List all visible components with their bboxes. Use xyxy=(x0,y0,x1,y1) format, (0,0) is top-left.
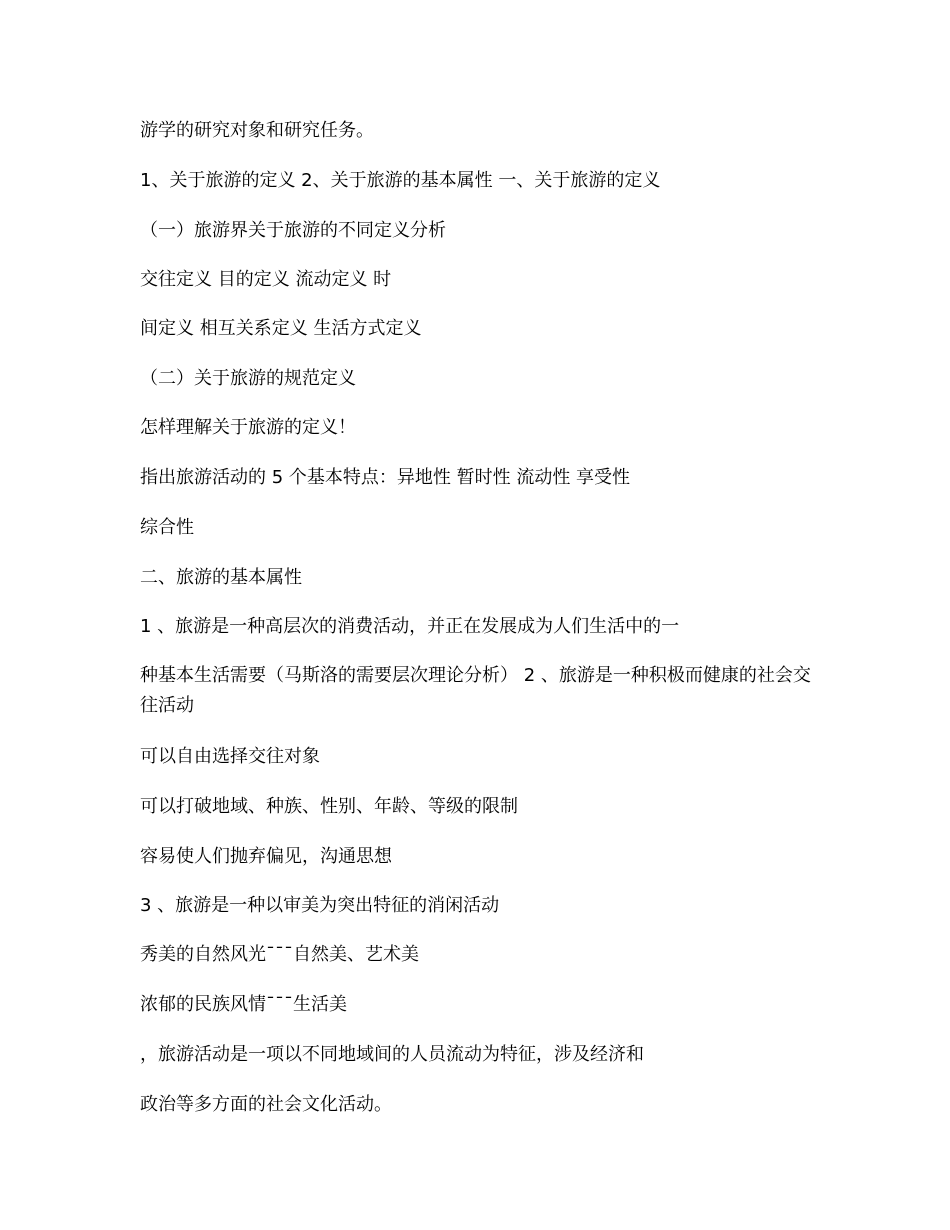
text-line: 游学的研究对象和研究任务。 xyxy=(140,120,374,141)
text-line: 1、关于旅游的定义 2、关于旅游的基本属性 一、关于旅游的定义 xyxy=(140,170,661,191)
text-line: 怎样理解关于旅游的定义！ xyxy=(140,417,356,438)
text-line: 间定义 相互关系定义 生活方式定义 xyxy=(140,318,422,339)
text-line: 交往定义 目的定义 流动定义 时 xyxy=(140,269,392,290)
text-line: 指出旅游活动的 5 个基本特点：异地性 暂时性 流动性 享受性 xyxy=(140,467,631,488)
text-line: 3 、旅游是一种以审美为突出特征的消闲活动 xyxy=(140,895,500,916)
text-line: 政治等多方面的社会文化活动。 xyxy=(140,1094,392,1115)
section-heading: （二）关于旅游的规范定义 xyxy=(140,368,356,389)
section-heading: （一）旅游界关于旅游的不同定义分析 xyxy=(140,220,446,241)
text-line: 可以自由选择交往对象 xyxy=(140,746,320,767)
text-line: ，旅游活动是一项以不同地域间的人员流动为特征，涉及经济和 xyxy=(140,1044,644,1065)
text-paragraph: 种基本生活需要（马斯洛的需要层次理论分析） 2 、旅游是一种积极而健康的社会交往活动 xyxy=(140,665,811,716)
text-line: 容易使人们抛弃偏见，沟通思想 xyxy=(140,846,392,867)
text-line: 1 、旅游是一种高层次的消费活动，并正在发展成为人们生活中的一 xyxy=(140,616,680,637)
text-line: 秀美的自然风光¯¯¯自然美、艺术美 xyxy=(140,944,419,965)
text-line: 浓郁的民族风情¯¯¯生活美 xyxy=(140,994,347,1015)
section-heading: 二、旅游的基本属性 xyxy=(140,567,302,588)
text-line: 可以打破地域、种族、性别、年龄、等级的限制 xyxy=(140,796,518,817)
text-line: 综合性 xyxy=(140,517,194,538)
